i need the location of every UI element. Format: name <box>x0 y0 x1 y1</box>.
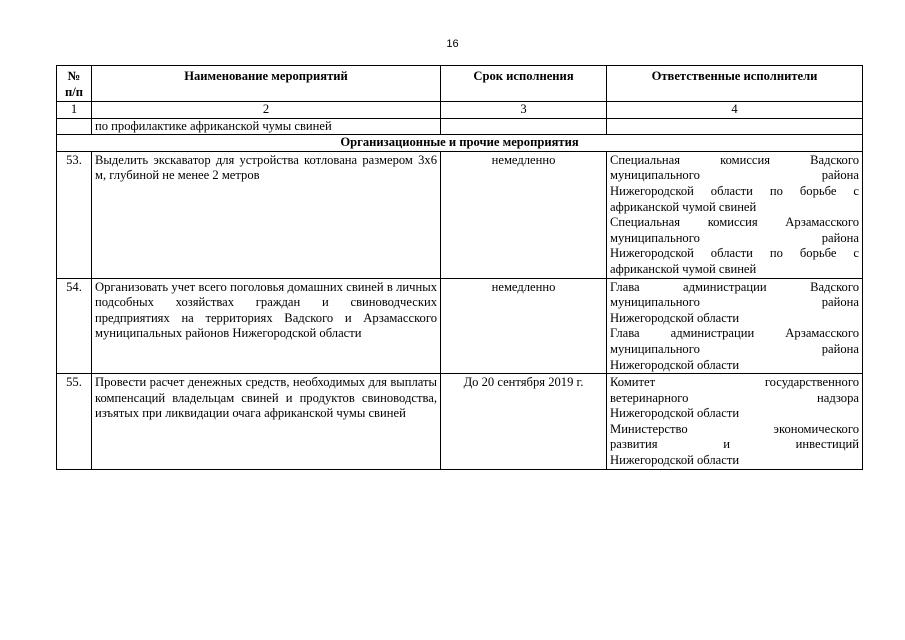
responsible-line: африканской чумой свиней <box>610 199 757 214</box>
continuation-term <box>441 118 607 135</box>
responsible-line: Нижегородской области <box>610 357 740 372</box>
continuation-row <box>57 118 863 135</box>
responsible-line: Нижегородской области по борьбе с <box>610 183 859 198</box>
responsible-line: Нижегородской области <box>610 310 740 325</box>
responsible-line: муниципального района <box>610 230 859 245</box>
row-name: Организовать учет всего поголовья домашних свиней в личных подсобных хозяйствах граждан и свиноводческих предприятиях на территориях Вадского и Арзамасского муниципальных районов Нижегородской области <box>92 278 441 374</box>
col-number-3: 3 <box>441 102 607 119</box>
header-num-line2: п/п <box>64 84 83 99</box>
row-num: 55. <box>57 374 92 470</box>
header-num-line1: № <box>67 69 81 83</box>
col-number-2: 2 <box>92 102 441 119</box>
row-num: 53. <box>57 151 92 278</box>
row-responsible <box>607 151 863 278</box>
header-term: Срок исполнения <box>441 66 607 102</box>
row-term: немедленно <box>441 151 607 278</box>
continuation-text: по профилактике африканской чумы свиней <box>92 118 441 135</box>
continuation-responsible <box>607 118 863 135</box>
row-responsible <box>607 374 863 470</box>
responsible-line: Нижегородской области <box>610 453 740 468</box>
row-name: Выделить экскаватор для устройства котлована размером 3х6 м, глубиной не менее 2 метров <box>92 151 441 278</box>
responsible-line: муниципального района <box>610 168 859 183</box>
responsible-line: Специальная комиссия Арзамасского <box>610 215 859 230</box>
responsible-line: Специальная комиссия Вадского <box>610 152 859 167</box>
measures-table <box>56 65 863 470</box>
table-row <box>57 374 863 470</box>
responsible-line: Нижегородской области <box>610 406 740 421</box>
row-term: До 20 сентября 2019 г. <box>441 374 607 470</box>
responsible-line: Глава администрации Вадского <box>610 279 859 294</box>
responsible-line: африканской чумой свиней <box>610 261 757 276</box>
row-num: 54. <box>57 278 92 374</box>
table-row <box>57 278 863 374</box>
responsible-line: Комитет государственного <box>610 375 859 390</box>
responsible-line: Глава администрации Арзамасского <box>610 326 859 341</box>
header-name: Наименование мероприятий <box>92 66 441 102</box>
header-row <box>57 66 863 102</box>
section-title: Организационные и прочие мероприятия <box>57 135 863 152</box>
responsible-line: муниципального района <box>610 295 859 310</box>
responsible-line: муниципального района <box>610 341 859 356</box>
responsible-line: ветеринарного надзора <box>610 390 859 405</box>
continuation-num <box>57 118 92 135</box>
col-number-1: 1 <box>57 102 92 119</box>
page-number: 16 <box>446 38 459 50</box>
row-responsible <box>607 278 863 374</box>
table-row <box>57 151 863 278</box>
column-numbers-row <box>57 102 863 119</box>
row-term: немедленно <box>441 278 607 374</box>
header-num <box>57 66 92 102</box>
row-name: Провести расчет денежных средств, необходимых для выплаты компенсаций владельцам свиней и продуктов свиноводства, изъятых при ликвидации очага африканской чумы свиней <box>92 374 441 470</box>
responsible-line: Министерство экономического <box>610 421 859 436</box>
header-responsible: Ответственные исполнители <box>607 66 863 102</box>
section-row <box>57 135 863 152</box>
col-number-4: 4 <box>607 102 863 119</box>
responsible-line: Нижегородской области по борьбе с <box>610 246 859 261</box>
responsible-line: развития и инвестиций <box>610 437 859 452</box>
